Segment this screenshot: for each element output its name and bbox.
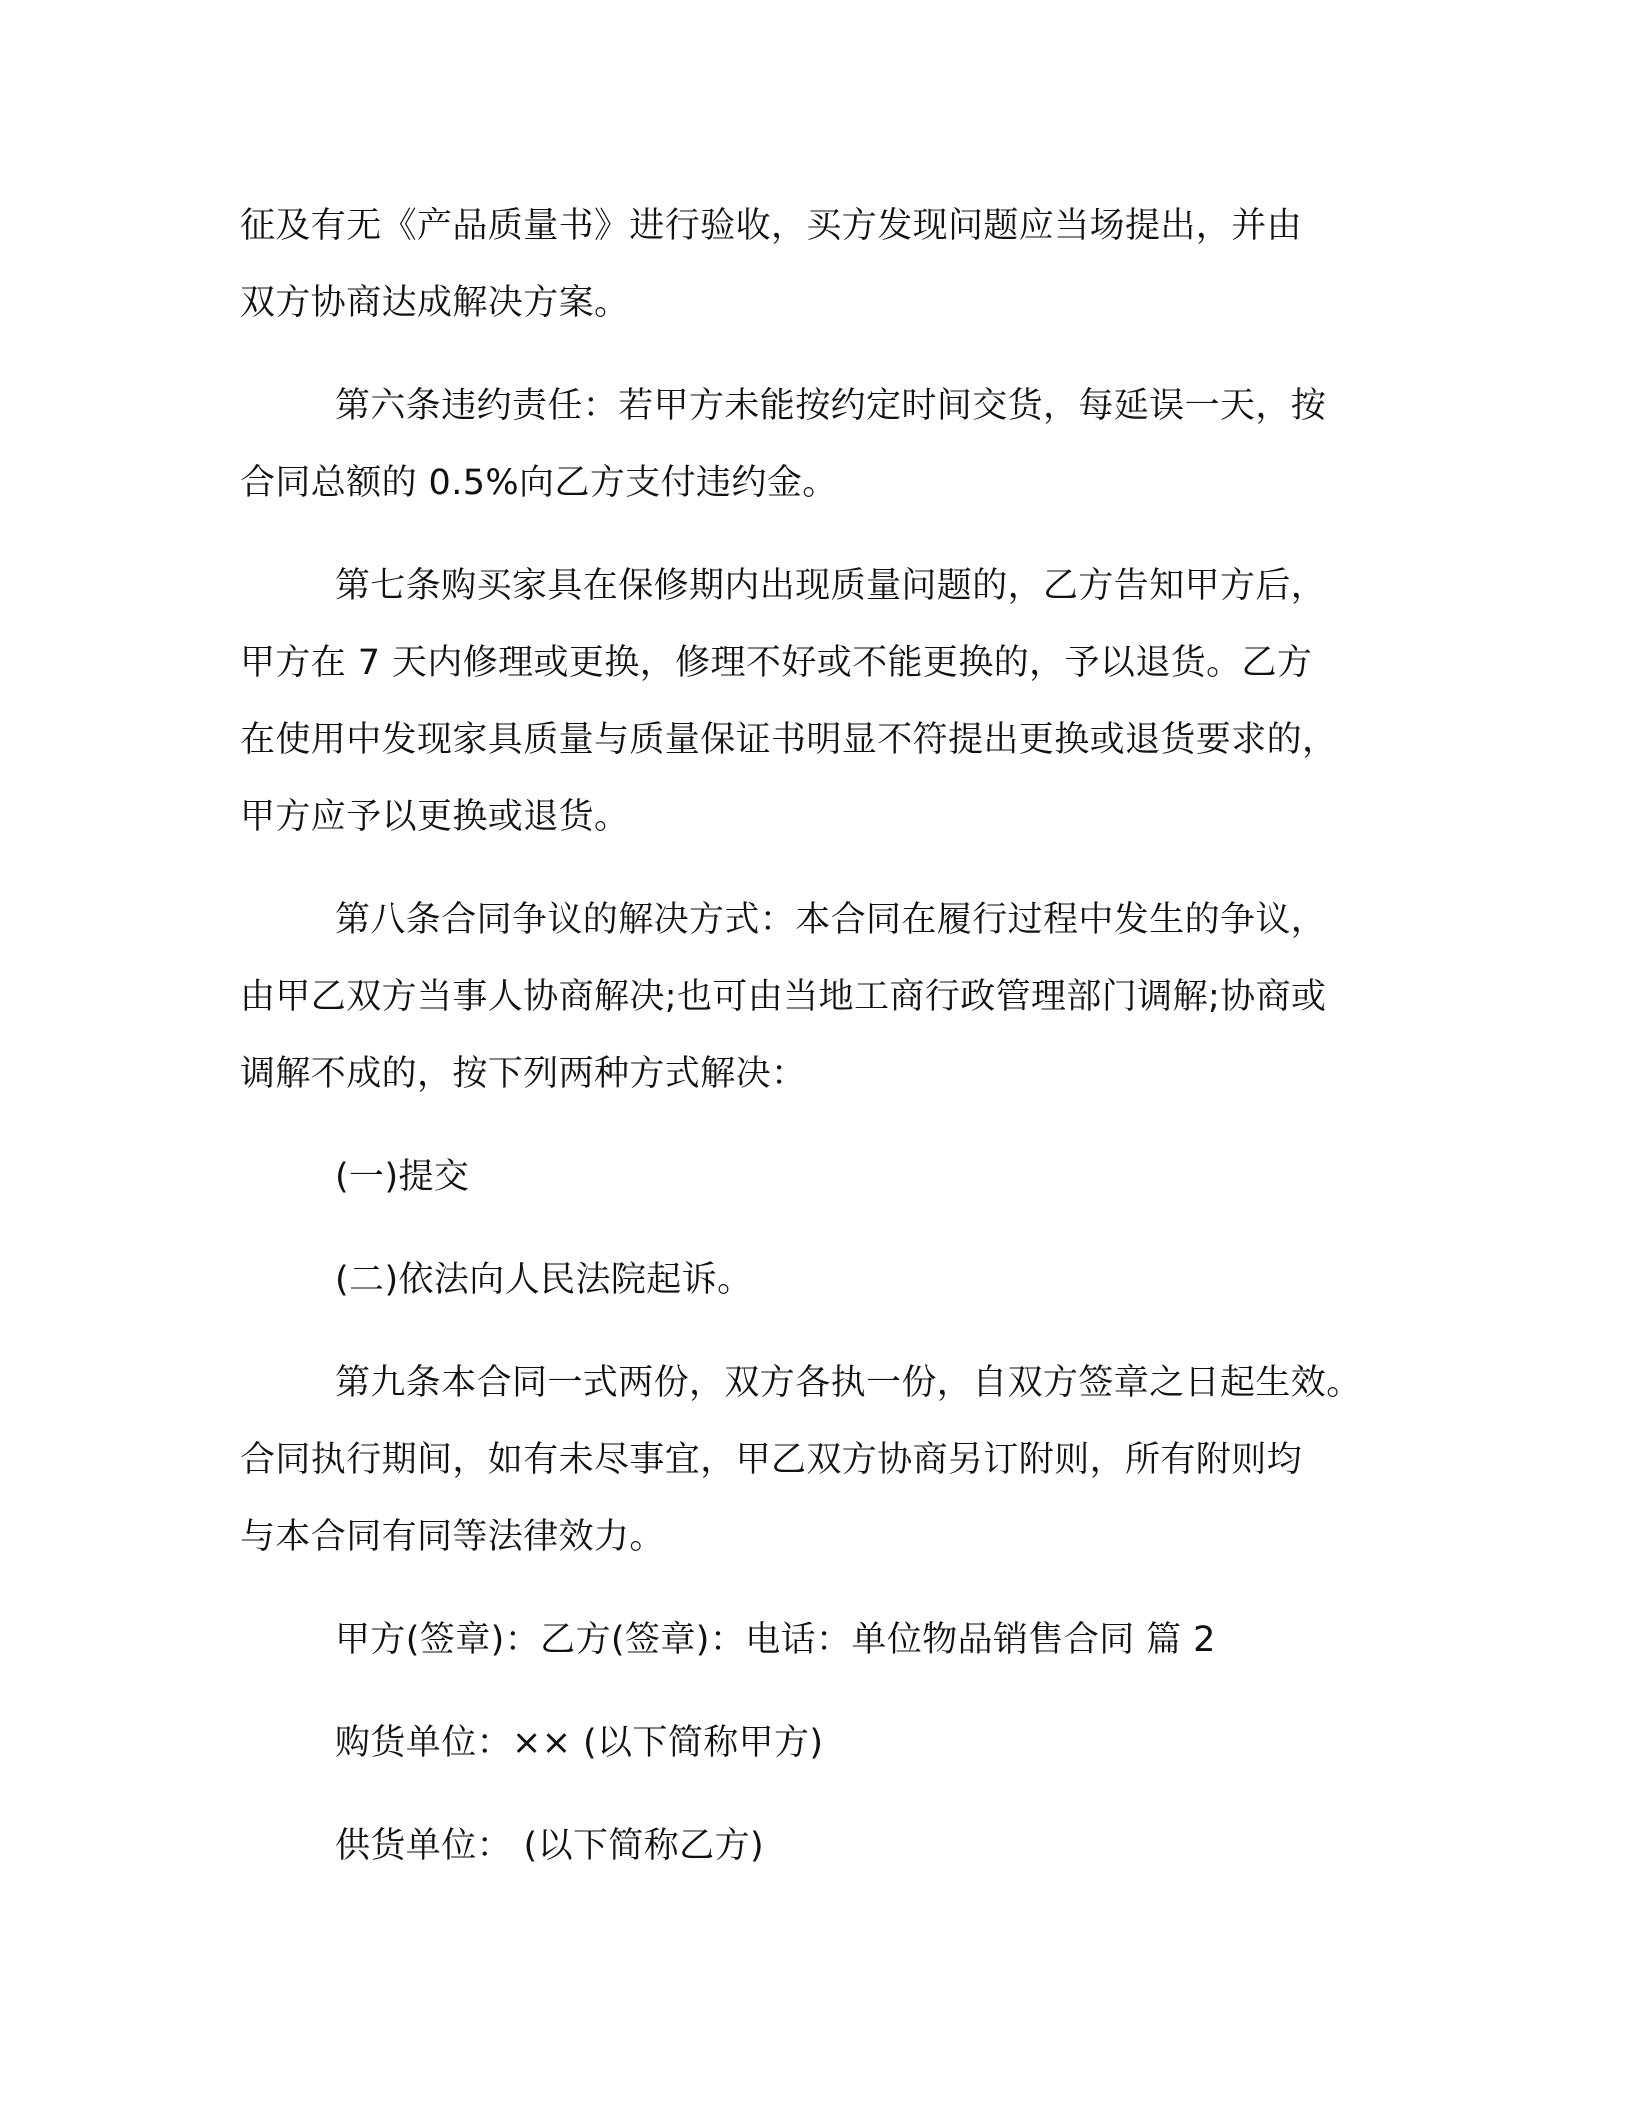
- paragraph-article-9: [240, 1345, 1412, 1576]
- paragraph-gap: [240, 1782, 1412, 1808]
- text-line: (二)依法向人民法院起诉。: [335, 1260, 753, 1300]
- text-line: 双方协商达成解决方案。: [240, 283, 630, 323]
- text-line: 在使用中发现家具质量与质量保证书明显不符提出更换或退货要求的，: [240, 720, 1338, 760]
- paragraph-gap: [240, 1113, 1412, 1139]
- paragraph-gap: [240, 1319, 1412, 1345]
- paragraph-supplier: [240, 1808, 1412, 1885]
- text-line: 第六条违约责任：若甲方未能按约定时间交货，每延误一天，按: [335, 386, 1327, 426]
- text-line: 征及有无《产品质量书》进行验收，买方发现问题应当场提出，并由: [240, 206, 1303, 246]
- paragraph-article-6: [240, 368, 1412, 522]
- document-body: [240, 188, 1412, 1885]
- text-line: 合同执行期间，如有未尽事宜，甲乙双方协商另订附则，所有附则均: [240, 1440, 1303, 1480]
- paragraph-gap: [240, 1576, 1412, 1602]
- paragraph-option-1: [240, 1139, 1412, 1216]
- text-line: 甲方应予以更换或退货。: [240, 797, 630, 837]
- text-line: 购货单位：×× (以下简称甲方): [335, 1723, 824, 1763]
- paragraph-buyer: [240, 1705, 1412, 1782]
- text-line: 调解不成的，按下列两种方式解决：: [240, 1054, 807, 1094]
- paragraph-gap: [240, 342, 1412, 368]
- text-line: 第八条合同争议的解决方式：本合同在履行过程中发生的争议，: [335, 900, 1327, 940]
- paragraph-acceptance-continued: [240, 188, 1412, 342]
- text-line: 甲方(签章)：乙方(签章)：电话：单位物品销售合同 篇 2: [335, 1620, 1216, 1660]
- paragraph-gap: [240, 522, 1412, 548]
- text-line: 由甲乙双方当事人协商解决;也可由当地工商行政管理部门调解;协商或: [240, 977, 1327, 1017]
- paragraph-signatures: [240, 1602, 1412, 1679]
- paragraph-gap: [240, 1679, 1412, 1705]
- text-line: 第九条本合同一式两份，双方各执一份，自双方签章之日起生效。: [335, 1363, 1362, 1403]
- text-line: 供货单位： (以下简称乙方): [335, 1826, 765, 1866]
- paragraph-article-8: [240, 882, 1412, 1113]
- paragraph-option-2: [240, 1242, 1412, 1319]
- paragraph-gap: [240, 856, 1412, 882]
- text-line: (一)提交: [335, 1157, 470, 1197]
- paragraph-gap: [240, 1216, 1412, 1242]
- text-line: 与本合同有同等法律效力。: [240, 1517, 665, 1557]
- text-line: 合同总额的 0.5%向乙方支付违约金。: [240, 463, 838, 503]
- text-line: 甲方在 7 天内修理或更换，修理不好或不能更换的，予以退货。乙方: [240, 643, 1313, 683]
- paragraph-article-7: [240, 548, 1412, 856]
- text-line: 第七条购买家具在保修期内出现质量问题的，乙方告知甲方后，: [335, 566, 1327, 606]
